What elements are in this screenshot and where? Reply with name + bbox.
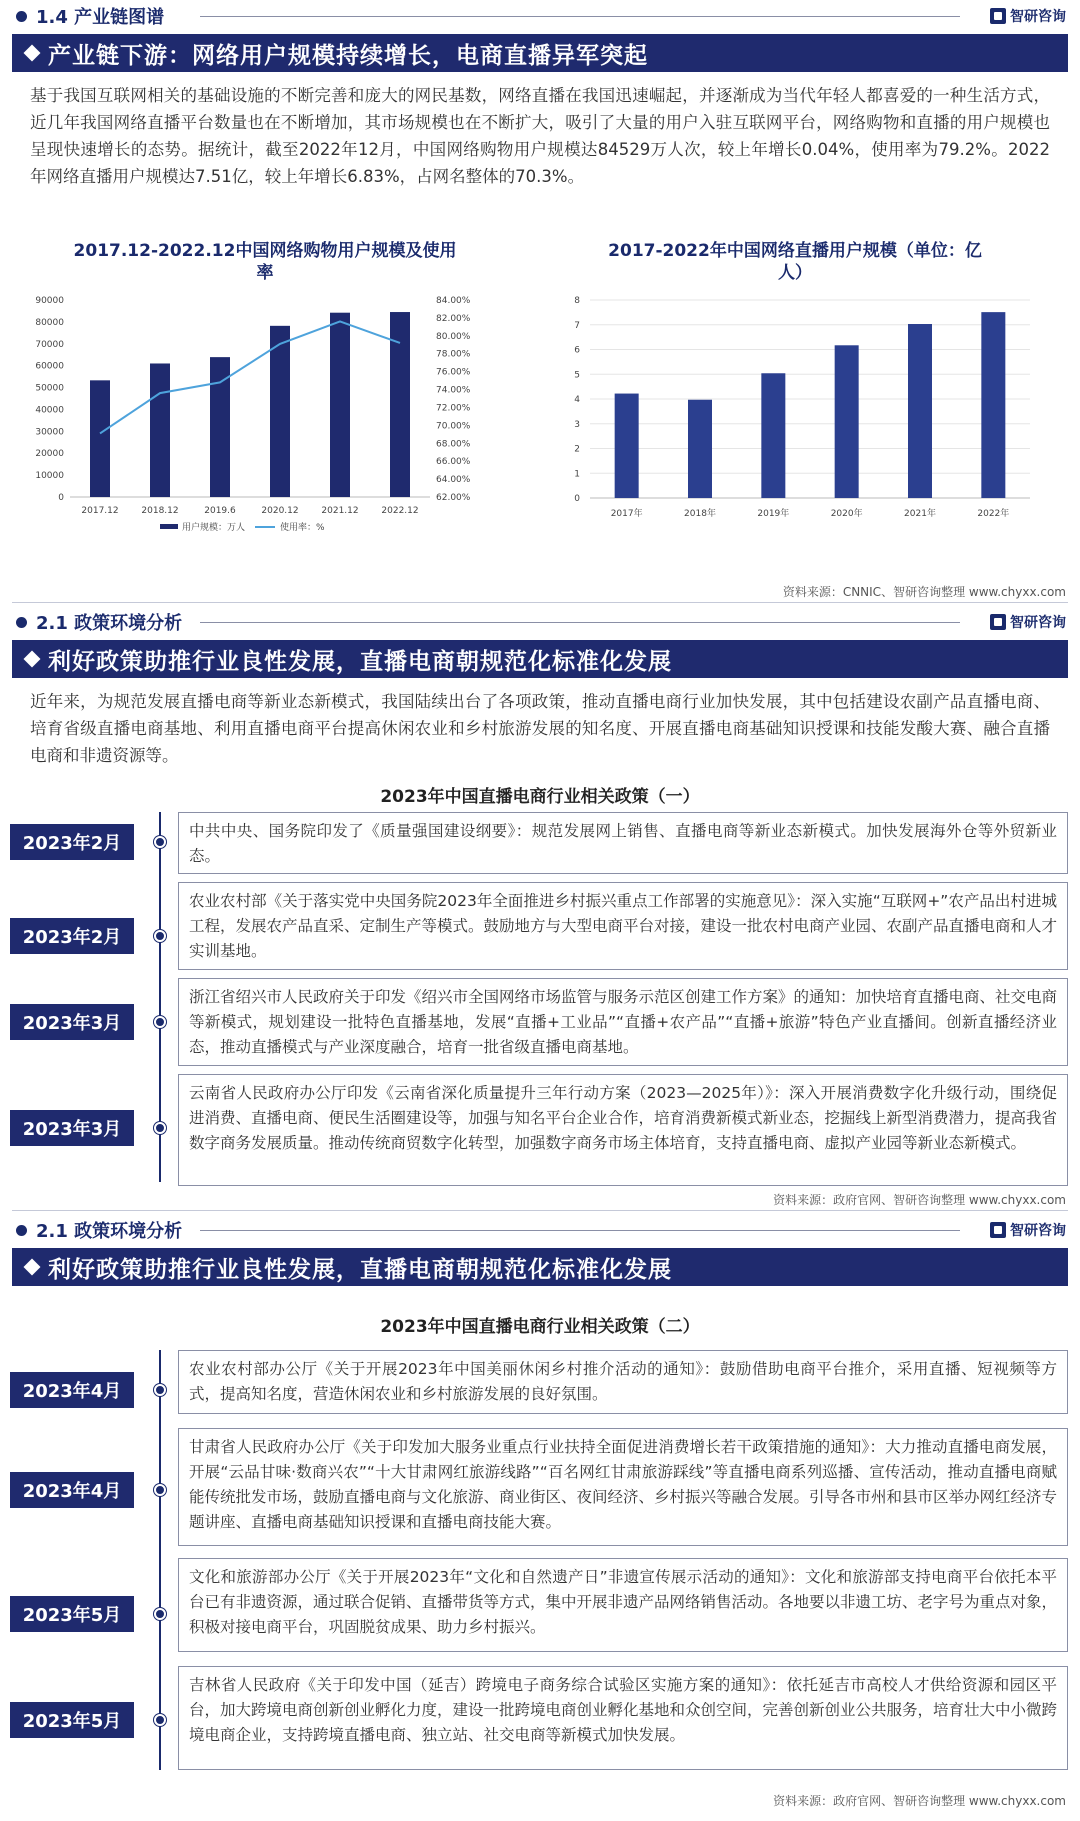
policy-item-date: 2023年3月 [10,1110,134,1146]
policy-item-text: 浙江省绍兴市人民政府关于印发《绍兴市全国网络市场监管与服务示范区创建工作方案》的通知：加快培育直播电商、社交电商等新模式，规划建设一批特色直播基地，发展“直播+工业品”“直播+农产品”“直播+旅游”特色产业直播间。创新直播经济业态，推动直播模式与产业深度融合，培育一批省级直播电商基地。 [178,978,1068,1066]
bullet-icon [16,11,27,22]
section-tag: 2.1 政策环境分析 [36,1221,183,1242]
section-header [0,606,1080,640]
brand [990,6,1066,26]
timeline-dot [154,1122,166,1134]
legend-label: 使用率：% [280,523,325,533]
y-right-tick-label: 66.00% [436,457,471,468]
policy-item-date: 2023年3月 [10,1004,134,1040]
policy-item-text: 农业农村部办公厅《关于开展2023年中国美丽休闲乡村推介活动的通知》：鼓励借助电商平台推介，采用直播、短视频等方式，提高知名度，营造休闲农业和乡村旅游发展的良好氛围。 [178,1350,1068,1414]
x-tick-label: 2020年 [830,509,863,519]
timeline-title: 2023年中国直播电商行业相关政策（一） [380,787,700,807]
timeline-title: 2023年中国直播电商行业相关政策（二） [380,1317,700,1337]
x-tick-label: 2017.12 [81,506,119,516]
bullet-icon [16,617,27,628]
banner-title: 产业链下游：网络用户规模持续增长，电商直播异军突起 [48,42,648,69]
source-note: 资料来源：政府官网、智研咨询整理 www.chyxx.com [773,1794,1066,1808]
chart-title-live: 2017-2022年中国网络直播用户规模（单位：亿人） [608,241,982,283]
intro-paragraph: 近年来，为规范发展直播电商等新业态新模式，我国陆续出台了各项政策，推动直播电商行业加快发展，其中包括建设农副产品直播电商、培育省级直播电商基地、利用直播电商平台提高休闲农业和乡村旅游发展的知名度、开展直播电商基础知识授课和技能发酸大赛、融合直播电商和非遗资源等。 [30,692,1050,765]
policy-item-date: 2023年5月 [10,1702,134,1738]
bullet-icon [16,1225,27,1236]
divider [12,1210,1068,1211]
policy-item-date: 2023年4月 [10,1372,134,1408]
section-tag: 2.1 政策环境分析 [36,613,183,634]
y-left-tick-label: 70000 [35,339,64,350]
divider [200,622,960,623]
y-right-tick-label: 76.00% [436,367,471,378]
bar [908,324,932,498]
policy-item-date: 2023年4月 [10,1472,134,1508]
bar [761,373,785,498]
y-right-tick-label: 74.00% [436,385,471,396]
timeline-dot [154,1384,166,1396]
policy-item-text: 中共中央、国务院印发了《质量强国建设纲要》：规范发展网上销售、直播电商等新业态新模式。加快发展海外仓等外贸新业态。 [178,812,1068,874]
diamond-icon [24,651,41,668]
bar [90,380,110,497]
bar [270,326,290,497]
y-right-tick-label: 84.00% [436,296,471,306]
policy-item-text: 云南省人民政府办公厅印发《云南省深化质量提升三年行动方案（2023—2025年）》：深入开展消费数字化升级行动，围绕促进消费、直播电商、便民生活圈建设等，加强与知名平台企业合作，培育消费新模式新业态，挖掘线上新型消费潜力，提高我省数字商务发展质量。推动传统商贸数字化转型，加强数字商务市场主体培育，支持直播电商、虚拟产业园等新业态新模式。 [178,1074,1068,1186]
timeline-dot [154,1714,166,1726]
chart-title-shopping: 2017.12-2022.12中国网络购物用户规模及使用率 [73,241,457,283]
legend-swatch-bar [160,524,178,529]
section-banner [12,34,1068,72]
y-right-tick-label: 68.00% [436,439,471,450]
y-left-tick-label: 40000 [35,405,64,416]
brand-logo-icon [990,614,1006,630]
x-tick-label: 2017年 [610,509,643,519]
y-right-tick-label: 72.00% [436,403,471,414]
y-tick-label: 3 [574,419,580,430]
divider [200,1230,960,1231]
x-tick-label: 2018.12 [141,506,179,516]
y-right-tick-label: 78.00% [436,349,471,360]
y-left-tick-label: 0 [58,493,64,503]
section-header [0,0,1080,34]
shopping-users-chart [30,290,510,580]
diamond-icon [24,45,41,62]
divider [200,16,960,17]
x-tick-label: 2018年 [684,509,716,519]
usage-rate-line [100,321,400,433]
y-tick-label: 6 [574,345,580,356]
brand-logo-icon [990,1222,1006,1238]
x-tick-label: 2020.12 [261,506,299,516]
timeline-dot [154,1608,166,1620]
policy-item-date: 2023年2月 [10,918,134,954]
y-right-tick-label: 82.00% [436,313,471,324]
y-tick-label: 0 [574,494,580,504]
section-banner [12,640,1068,678]
banner-title: 利好政策助推行业良性发展，直播电商朝规范化标准化发展 [48,648,672,675]
y-right-tick-label: 64.00% [436,475,471,486]
policy-item-text: 吉林省人民政府《关于印发中国（延吉）跨境电子商务综合试验区实施方案的通知》：依托延吉市高校人才供给资源和园区平台，加大跨境电商创新创业孵化力度，建设一批跨境电商创业孵化基地和众创空间，完善创新创业公共服务，培育壮大中小微跨境电商企业，支持跨境直播电商、独立站、社交电商等新模式加快发展。 [178,1666,1068,1770]
bar [330,313,350,497]
policy-item-date: 2023年2月 [10,824,134,860]
y-tick-label: 7 [574,320,580,331]
section-industry-chain [0,0,1080,190]
bar [981,312,1005,498]
legend-label: 用户规模：万人 [182,523,246,533]
x-tick-label: 2019年 [757,509,790,519]
timeline-dot [154,1016,166,1028]
timeline-dot [154,930,166,942]
timeline-dot [154,836,166,848]
y-left-tick-label: 80000 [35,317,64,328]
banner-title: 利好政策助推行业良性发展，直播电商朝规范化标准化发展 [48,1256,672,1283]
section-policy-1 [0,606,1080,769]
brand-logo-icon [990,8,1006,24]
section-header [0,1214,1080,1248]
x-tick-label: 2019.6 [204,506,236,516]
brand-name: 智研咨询 [1010,615,1066,631]
brand-name: 智研咨询 [1010,9,1066,25]
live-users-chart [560,290,1040,560]
y-right-tick-label: 70.00% [436,421,471,432]
section-banner [12,1248,1068,1286]
y-left-tick-label: 90000 [35,296,64,306]
bar [150,363,170,497]
y-tick-label: 4 [574,395,580,405]
y-left-tick-label: 50000 [35,383,64,394]
y-right-tick-label: 62.00% [436,493,471,503]
divider [12,602,1068,603]
y-left-tick-label: 10000 [35,471,64,482]
section-policy-2 [0,1214,1080,1286]
bar [688,400,712,498]
x-tick-label: 2021年 [904,509,936,519]
y-tick-label: 8 [574,296,580,306]
section-tag: 1.4 产业链图谱 [36,7,165,28]
y-tick-label: 2 [574,444,580,455]
y-left-tick-label: 20000 [35,449,64,460]
y-left-tick-label: 60000 [35,361,64,372]
bar [615,394,639,498]
policy-item-text: 甘肃省人民政府办公厅《关于印发加大服务业重点行业扶持全面促进消费增长若干政策措施的通知》：大力推动直播电商发展，开展“云品甘味·数商兴农”“十大甘肃网红旅游线路”“百名网红甘肃旅游踩线”等直播电商系列巡播、宣传活动，推动直播电商赋能传统批发市场，鼓励直播电商与文化旅游、商业街区、夜间经济、乡村振兴等融合发展。引导各市州和县市区举办网红经济专题讲座、直播电商基础知识授课和直播电商技能大赛。 [178,1428,1068,1546]
x-tick-label: 2021.12 [321,506,359,516]
brand [990,1220,1066,1240]
intro-paragraph: 基于我国互联网相关的基础设施的不断完善和庞大的网民基数，网络直播在我国迅速崛起，并逐渐成为当代年轻人都喜爱的一种生活方式，近几年我国网络直播平台数量也在不断增加，其市场规模也在不断扩大，吸引了大量的用户入驻互联网平台，网络购物和直播的用户规模也呈现快速增长的态势。据统计，截至2022年12月，中国网络购物用户规模达84529万人次，较上年增长0.04%，使用率为79.2%。2022年网络直播用户规模达7.51亿，较上年增长6.83%，占网名整体的70.3%。 [30,86,1050,186]
y-tick-label: 5 [574,370,580,381]
policy-item-text: 农业农村部《关于落实党中央国务院2023年全面推进乡村振兴重点工作部署的实施意见》：深入实施“互联网+”农产品出村进城工程，发展农产品直采、定制生产等模式。鼓励地方与大型电商平台对接，建设一批农村电商产业园、农副产品直播电商和人才实训基地。 [178,882,1068,970]
x-tick-label: 2022年 [977,509,1010,519]
source-note: 资料来源：政府官网、智研咨询整理 www.chyxx.com [773,1193,1066,1207]
bar [835,345,859,498]
timeline-dot [154,1484,166,1496]
y-tick-label: 1 [574,469,580,480]
brand [990,612,1066,632]
y-left-tick-label: 30000 [35,427,64,438]
policy-item-text: 文化和旅游部办公厅《关于开展2023年“文化和自然遗产日”非遗宣传展示活动的通知》：文化和旅游部支持电商平台依托本平台已有非遗资源，通过联合促销、直播带货等方式，集中开展非遗产品网络销售活动。各地要以非遗工坊、老字号为重点对象，积极对接电商平台，巩固脱贫成果、助力乡村振兴。 [178,1558,1068,1652]
brand-name: 智研咨询 [1010,1223,1066,1239]
policy-item-date: 2023年5月 [10,1596,134,1632]
x-tick-label: 2022.12 [381,506,419,516]
timeline-line [159,1350,161,1770]
source-note: 资料来源：CNNIC、智研咨询整理 www.chyxx.com [782,585,1066,599]
y-right-tick-label: 80.00% [436,331,471,342]
diamond-icon [24,1259,41,1276]
